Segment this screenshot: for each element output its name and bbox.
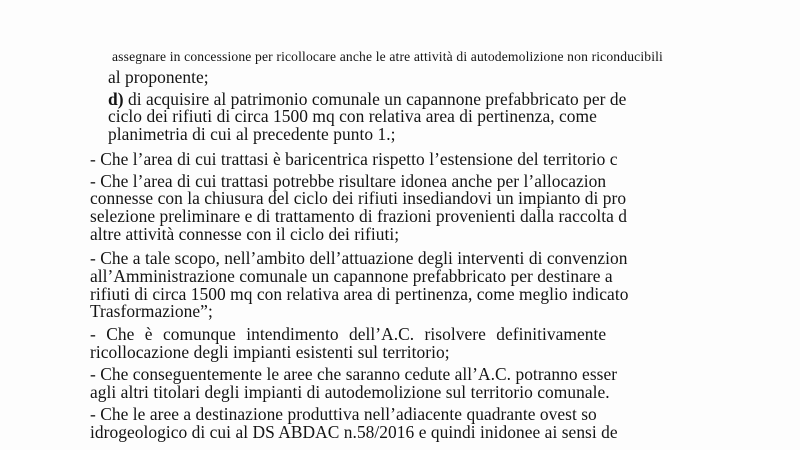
item-d-marker: d) [108, 89, 124, 109]
item-d-text: di acquisire al patrimonio comunale un capannone prefabbricato per de [123, 89, 627, 109]
paragraph-2-line-1: - Che l’area di cui trattasi potrebbe risultare idonea anche per l’allocazion [90, 171, 607, 191]
paragraph-2-line-2: connesse con la chiusura del ciclo dei rifiuti insediandovi un impianto di pro [90, 188, 627, 208]
paragraph-6-line-2: idrogeologico di cui al DS ABDAC n.58/2016 e quindi inidonee ai sensi de [90, 422, 618, 442]
text-line-item-c-end: al proponente; [108, 67, 209, 87]
paragraph-4-line-2: ricollocazione degli impianti esistenti sul territorio; [90, 342, 450, 362]
paragraph-5-line-2: agli altri titolari degli impianti di autodemolizione sul territorio comunale. [90, 382, 610, 402]
item-d-line-2: ciclo dei rifiuti di circa 1500 mq con relativa area di pertinenza, come [108, 106, 597, 126]
paragraph-6-line-1: - Che le aree a destinazione produttiva nell’adiacente quadrante ovest so [90, 404, 597, 424]
paragraph-3-line-1: - Che a tale scopo, nell’ambito dell’attuazione degli interventi di convenzion [90, 248, 628, 268]
paragraph-3-line-2: all’Amministrazione comunale un capannone prefabbricato per destinare a [90, 266, 613, 286]
paragraph-4-line-1: - Che è comunque intendimento dell’A.C. risolvere definitivamente [90, 324, 607, 344]
item-d-line-3: planimetria di cui al precedente punto 1.; [108, 124, 396, 144]
paragraph-3-line-3: rifiuti di circa 1500 mq con relativa area di pertinenza, come meglio indicato [90, 284, 629, 304]
paragraph-1-line-1: - Che l’area di cui trattasi è baricentrica rispetto l’estensione del territorio c [90, 149, 618, 169]
text-line-top: assegnare in concessione per ricollocare anche le atre attività di autodemolizione non riconducibili [112, 49, 663, 64]
paragraph-5-line-1: - Che conseguentemente le aree che saranno cedute all’A.C. potranno esser [90, 364, 618, 384]
paragraph-2-line-4: altre attività connesse con il ciclo dei rifiuti; [90, 224, 400, 244]
paragraph-3-line-4: Trasformazione”; [90, 301, 213, 321]
paragraph-2-line-3: selezione preliminare e di trattamento di frazioni provenienti dalla raccolta d [90, 206, 628, 226]
